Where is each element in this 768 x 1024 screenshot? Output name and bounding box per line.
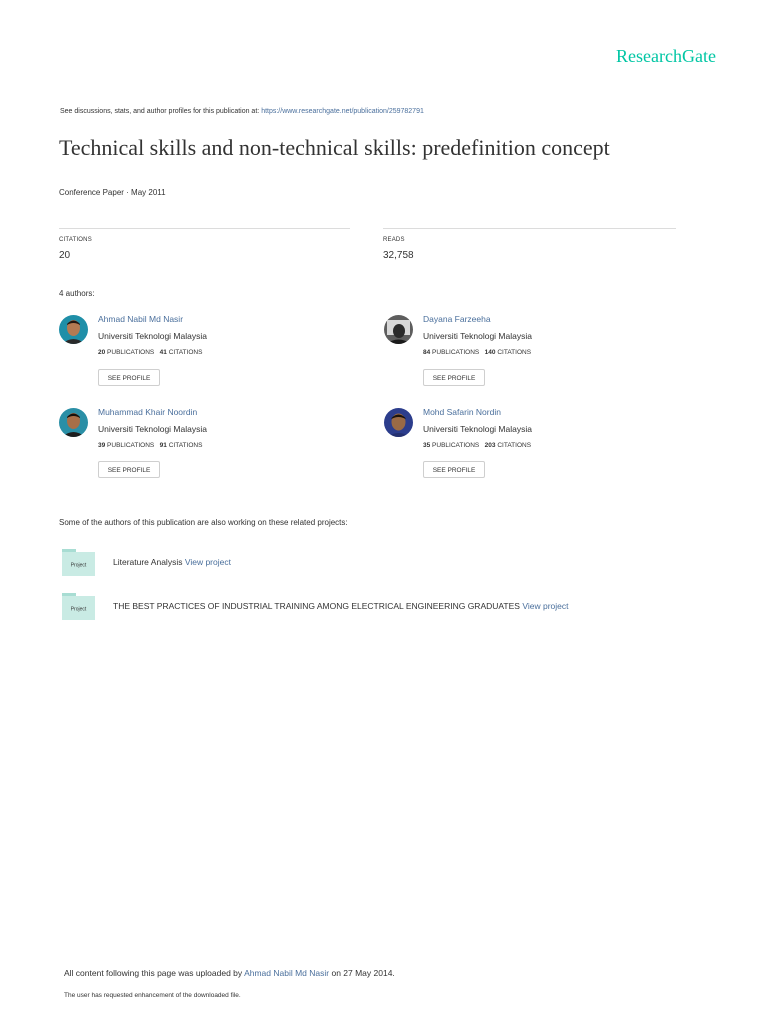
author-avatar[interactable] bbox=[59, 408, 88, 437]
author-avatar[interactable] bbox=[384, 315, 413, 344]
upload-note bbox=[64, 968, 395, 978]
reads-label: READS bbox=[383, 237, 405, 243]
publication-title: Technical skills and non-technical skills: predefinition concept bbox=[59, 135, 610, 160]
author-avatar[interactable] bbox=[59, 315, 88, 344]
author-stats bbox=[423, 349, 531, 356]
publications-count: 39 bbox=[98, 442, 106, 449]
authors-heading: 4 authors: bbox=[59, 289, 95, 298]
citations-count: 203 bbox=[484, 442, 496, 449]
publications-label: PUBLICATIONS bbox=[432, 349, 480, 356]
researchgate-logo[interactable]: ResearchGate bbox=[616, 46, 716, 66]
publications-label: PUBLICATIONS bbox=[432, 442, 480, 449]
citations-count: 41 bbox=[159, 349, 167, 356]
discussion-line bbox=[60, 108, 424, 115]
view-project-link[interactable]: View project bbox=[184, 557, 231, 567]
author-name-link[interactable]: Ahmad Nabil Md Nasir bbox=[98, 314, 184, 324]
discussion-prefix: See discussions, stats, and author profiles for this publication at: bbox=[60, 108, 260, 115]
author-stats bbox=[98, 349, 202, 356]
author-name-link[interactable]: Muhammad Khair Noordin bbox=[98, 407, 198, 417]
project-name: Literature Analysis bbox=[113, 557, 183, 567]
see-profile-button[interactable]: SEE PROFILE bbox=[98, 461, 160, 478]
citations-label: CITATIONS bbox=[497, 442, 532, 449]
author-stats bbox=[423, 442, 531, 449]
publications-label: PUBLICATIONS bbox=[107, 349, 155, 356]
citations-label: CITATIONS bbox=[59, 237, 92, 243]
publications-count: 20 bbox=[98, 349, 106, 356]
upload-suffix: on 27 May 2014. bbox=[331, 968, 395, 978]
upload-prefix: All content following this page was uploaded by bbox=[64, 968, 243, 978]
publication-url-link[interactable]: https://www.researchgate.net/publication/259782791 bbox=[261, 108, 424, 115]
reads-divider bbox=[383, 228, 676, 229]
citations-label: CITATIONS bbox=[168, 442, 203, 449]
project-icon-label: Project bbox=[70, 562, 87, 569]
see-profile-button[interactable]: SEE PROFILE bbox=[98, 369, 160, 386]
citations-count: 91 bbox=[159, 442, 167, 449]
publications-count: 84 bbox=[423, 349, 431, 356]
see-profile-button[interactable]: SEE PROFILE bbox=[423, 369, 485, 386]
author-name-link[interactable]: Mohd Safarin Nordin bbox=[423, 407, 501, 417]
author-avatar[interactable] bbox=[384, 408, 413, 437]
author-affiliation: Universiti Teknologi Malaysia bbox=[423, 331, 532, 341]
publications-count: 35 bbox=[423, 442, 431, 449]
uploader-link[interactable]: Ahmad Nabil Md Nasir bbox=[244, 968, 330, 978]
citations-divider bbox=[59, 228, 350, 229]
author-affiliation: Universiti Teknologi Malaysia bbox=[423, 424, 532, 434]
publications-label: PUBLICATIONS bbox=[107, 442, 155, 449]
project-name: THE BEST PRACTICES OF INDUSTRIAL TRAINING AMONG ELECTRICAL ENGINEERING GRADUATES bbox=[113, 601, 520, 611]
author-name-link[interactable]: Dayana Farzeeha bbox=[423, 314, 491, 324]
project-icon-label: Project bbox=[70, 606, 87, 613]
related-projects-heading: Some of the authors of this publication are also working on these related projects: bbox=[59, 518, 348, 527]
author-stats bbox=[98, 442, 202, 449]
publication-type-date: Conference Paper · May 2011 bbox=[59, 188, 166, 197]
citations-value: 20 bbox=[59, 250, 71, 261]
related-project-item bbox=[113, 557, 231, 567]
reads-value: 32,758 bbox=[383, 250, 414, 261]
see-profile-button[interactable]: SEE PROFILE bbox=[423, 461, 485, 478]
project-folder-icon bbox=[62, 549, 95, 576]
citations-count: 140 bbox=[484, 349, 496, 356]
related-project-item bbox=[113, 601, 569, 611]
citations-label: CITATIONS bbox=[168, 349, 203, 356]
author-affiliation: Universiti Teknologi Malaysia bbox=[98, 424, 207, 434]
enhancement-note: The user has requested enhancement of the downloaded file. bbox=[64, 992, 241, 999]
project-folder-icon bbox=[62, 593, 95, 620]
author-affiliation: Universiti Teknologi Malaysia bbox=[98, 331, 207, 341]
citations-label: CITATIONS bbox=[497, 349, 532, 356]
view-project-link[interactable]: View project bbox=[522, 601, 569, 611]
